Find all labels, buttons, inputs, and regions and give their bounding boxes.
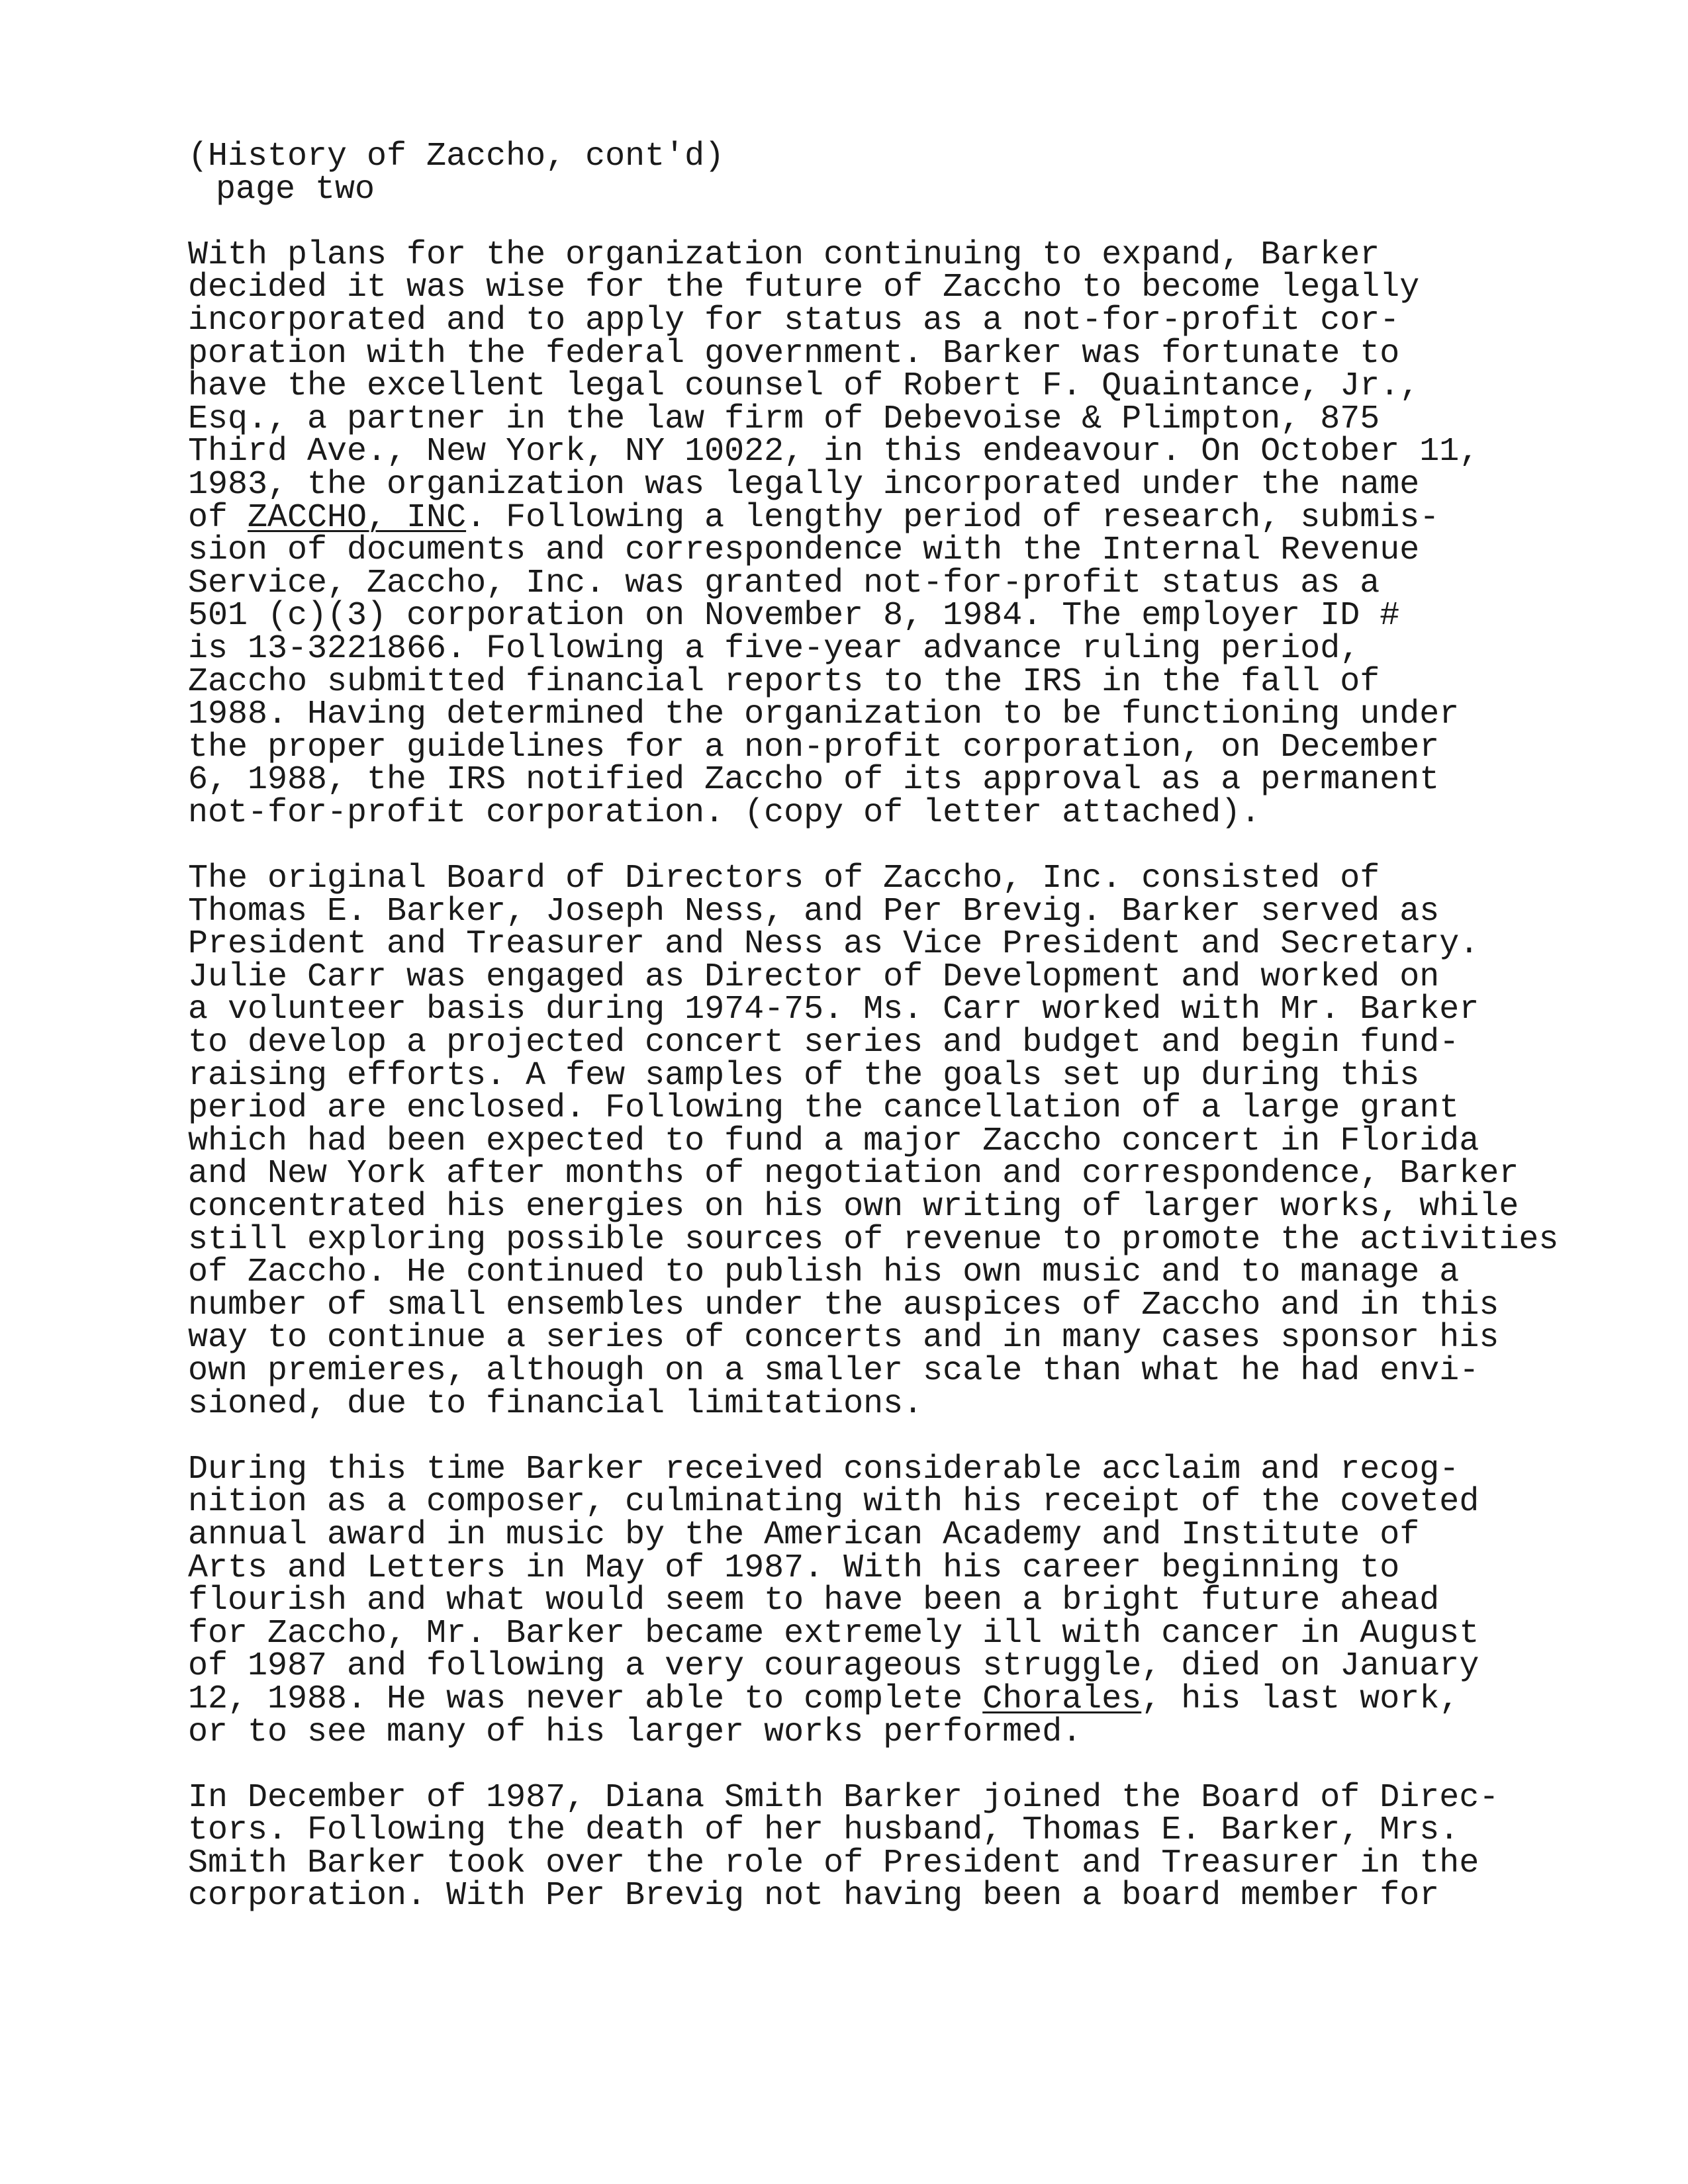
text-line: decided it was wise for the future of Zaccho to become legally <box>188 269 1420 307</box>
text-line: poration with the federal government. Barker was fortunate to <box>188 334 1400 373</box>
text-line: raising efforts. A few samples of the goals set up during this <box>188 1056 1420 1095</box>
text-line: flourish and what would seem to have been a bright future ahead <box>188 1582 1440 1620</box>
text-line: period are enclosed. Following the cancellation of a large grant <box>188 1089 1460 1128</box>
text-line: Service, Zaccho, Inc. was granted not-for-profit status as a <box>188 564 1380 602</box>
text-segment: , his last work, <box>1141 1680 1460 1718</box>
text-line: have the excellent legal counsel of Robert F. Quaintance, Jr., <box>188 367 1420 406</box>
text-line: The original Board of Directors of Zaccho, Inc. consisted of <box>188 860 1380 898</box>
text-line: for Zaccho, Mr. Barker became extremely ill with cancer in August <box>188 1614 1479 1653</box>
text-line: still exploring possible sources of revenue to promote the activities <box>188 1220 1559 1259</box>
text-line: nition as a composer, culminating with his receipt of the coveted <box>188 1483 1479 1522</box>
text-line: which had been expected to fund a major Zaccho concert in Florida <box>188 1122 1479 1160</box>
text-line: annual award in music by the American Academy and Institute of <box>188 1516 1420 1554</box>
page-header <box>188 140 1558 206</box>
text-line <box>188 498 1558 537</box>
header-title: (History of Zaccho, cont'd) <box>188 138 725 175</box>
text-line: is 13-3221866. Following a five-year advance ruling period, <box>188 629 1360 668</box>
text-line: sion of documents and correspondence with the Internal Revenue <box>188 531 1420 570</box>
text-line <box>188 1680 1558 1718</box>
text-line: President and Treasurer and Ness as Vice President and Secretary. <box>188 925 1479 964</box>
text-line: Esq., a partner in the law firm of Debevoise & Plimpton, 875 <box>188 400 1380 438</box>
text-line: number of small ensembles under the auspices of Zaccho and in this <box>188 1286 1499 1324</box>
underlined-text: Chorales <box>982 1680 1142 1718</box>
text-line: Julie Carr was engaged as Director of Development and worked on <box>188 958 1440 996</box>
underlined-text: ZACCHO, INC <box>248 498 467 537</box>
text-line: 501 (c)(3) corporation on November 8, 1984. The employer ID # <box>188 597 1400 635</box>
paragraph <box>188 236 1558 832</box>
text-line: 1988. Having determined the organization to be functioning under <box>188 696 1460 734</box>
paragraph <box>188 860 1559 1423</box>
text-line: sioned, due to financial limitations. <box>188 1385 923 1423</box>
paragraph <box>188 1450 1558 1751</box>
text-line: of 1987 and following a very courageous struggle, died on January <box>188 1647 1479 1686</box>
text-line: incorporated and to apply for status as a not-for-profit cor- <box>188 301 1400 340</box>
text-line: Zaccho submitted financial reports to the IRS in the fall of <box>188 662 1380 701</box>
paragraph <box>188 1778 1558 1915</box>
text-line: tors. Following the death of her husband, Thomas E. Barker, Mrs. <box>188 1811 1460 1850</box>
text-line: Third Ave., New York, NY 10022, in this endeavour. On October 11, <box>188 433 1479 471</box>
text-line: a volunteer basis during 1974-75. Ms. Carr worked with Mr. Barker <box>188 991 1479 1029</box>
text-line: or to see many of his larger works performed. <box>188 1713 1082 1751</box>
text-line: Smith Barker took over the role of President and Treasurer in the <box>188 1844 1479 1882</box>
text-line: of Zaccho. He continued to publish his own music and to manage a <box>188 1253 1460 1292</box>
text-line: to develop a projected concert series and budget and begin fund- <box>188 1024 1460 1062</box>
document-body <box>188 236 1559 1915</box>
text-line: Arts and Letters in May of 1987. With his career beginning to <box>188 1549 1400 1587</box>
text-line: own premieres, although on a smaller scale than what he had envi- <box>188 1351 1479 1390</box>
text-line: 1983, the organization was legally incorporated under the name <box>188 465 1420 504</box>
text-line: In December of 1987, Diana Smith Barker joined the Board of Direc- <box>188 1778 1499 1817</box>
text-line: way to continue a series of concerts and in many cases sponsor his <box>188 1319 1499 1357</box>
text-segment: of <box>188 498 248 537</box>
text-line: and New York after months of negotiation and correspondence, Barker <box>188 1155 1519 1193</box>
text-line: corporation. With Per Brevig not having been a board member for <box>188 1877 1440 1915</box>
text-line: not-for-profit corporation. (copy of letter attached). <box>188 794 1261 832</box>
text-segment: 12, 1988. He was never able to complete <box>188 1680 983 1718</box>
text-line: the proper guidelines for a non-profit corporation, on December <box>188 728 1440 766</box>
text-segment: . Following a lengthy period of research, submis- <box>466 498 1440 537</box>
document-page <box>188 140 1558 1946</box>
text-line: With plans for the organization continuing to expand, Barker <box>188 236 1380 274</box>
text-line: During this time Barker received considerable acclaim and recog- <box>188 1450 1460 1488</box>
text-line: concentrated his energies on his own writing of larger works, while <box>188 1188 1519 1226</box>
text-line: 6, 1988, the IRS notified Zaccho of its approval as a permanent <box>188 761 1440 799</box>
page-number: page two <box>216 170 375 208</box>
text-line: Thomas E. Barker, Joseph Ness, and Per Brevig. Barker served as <box>188 892 1440 931</box>
